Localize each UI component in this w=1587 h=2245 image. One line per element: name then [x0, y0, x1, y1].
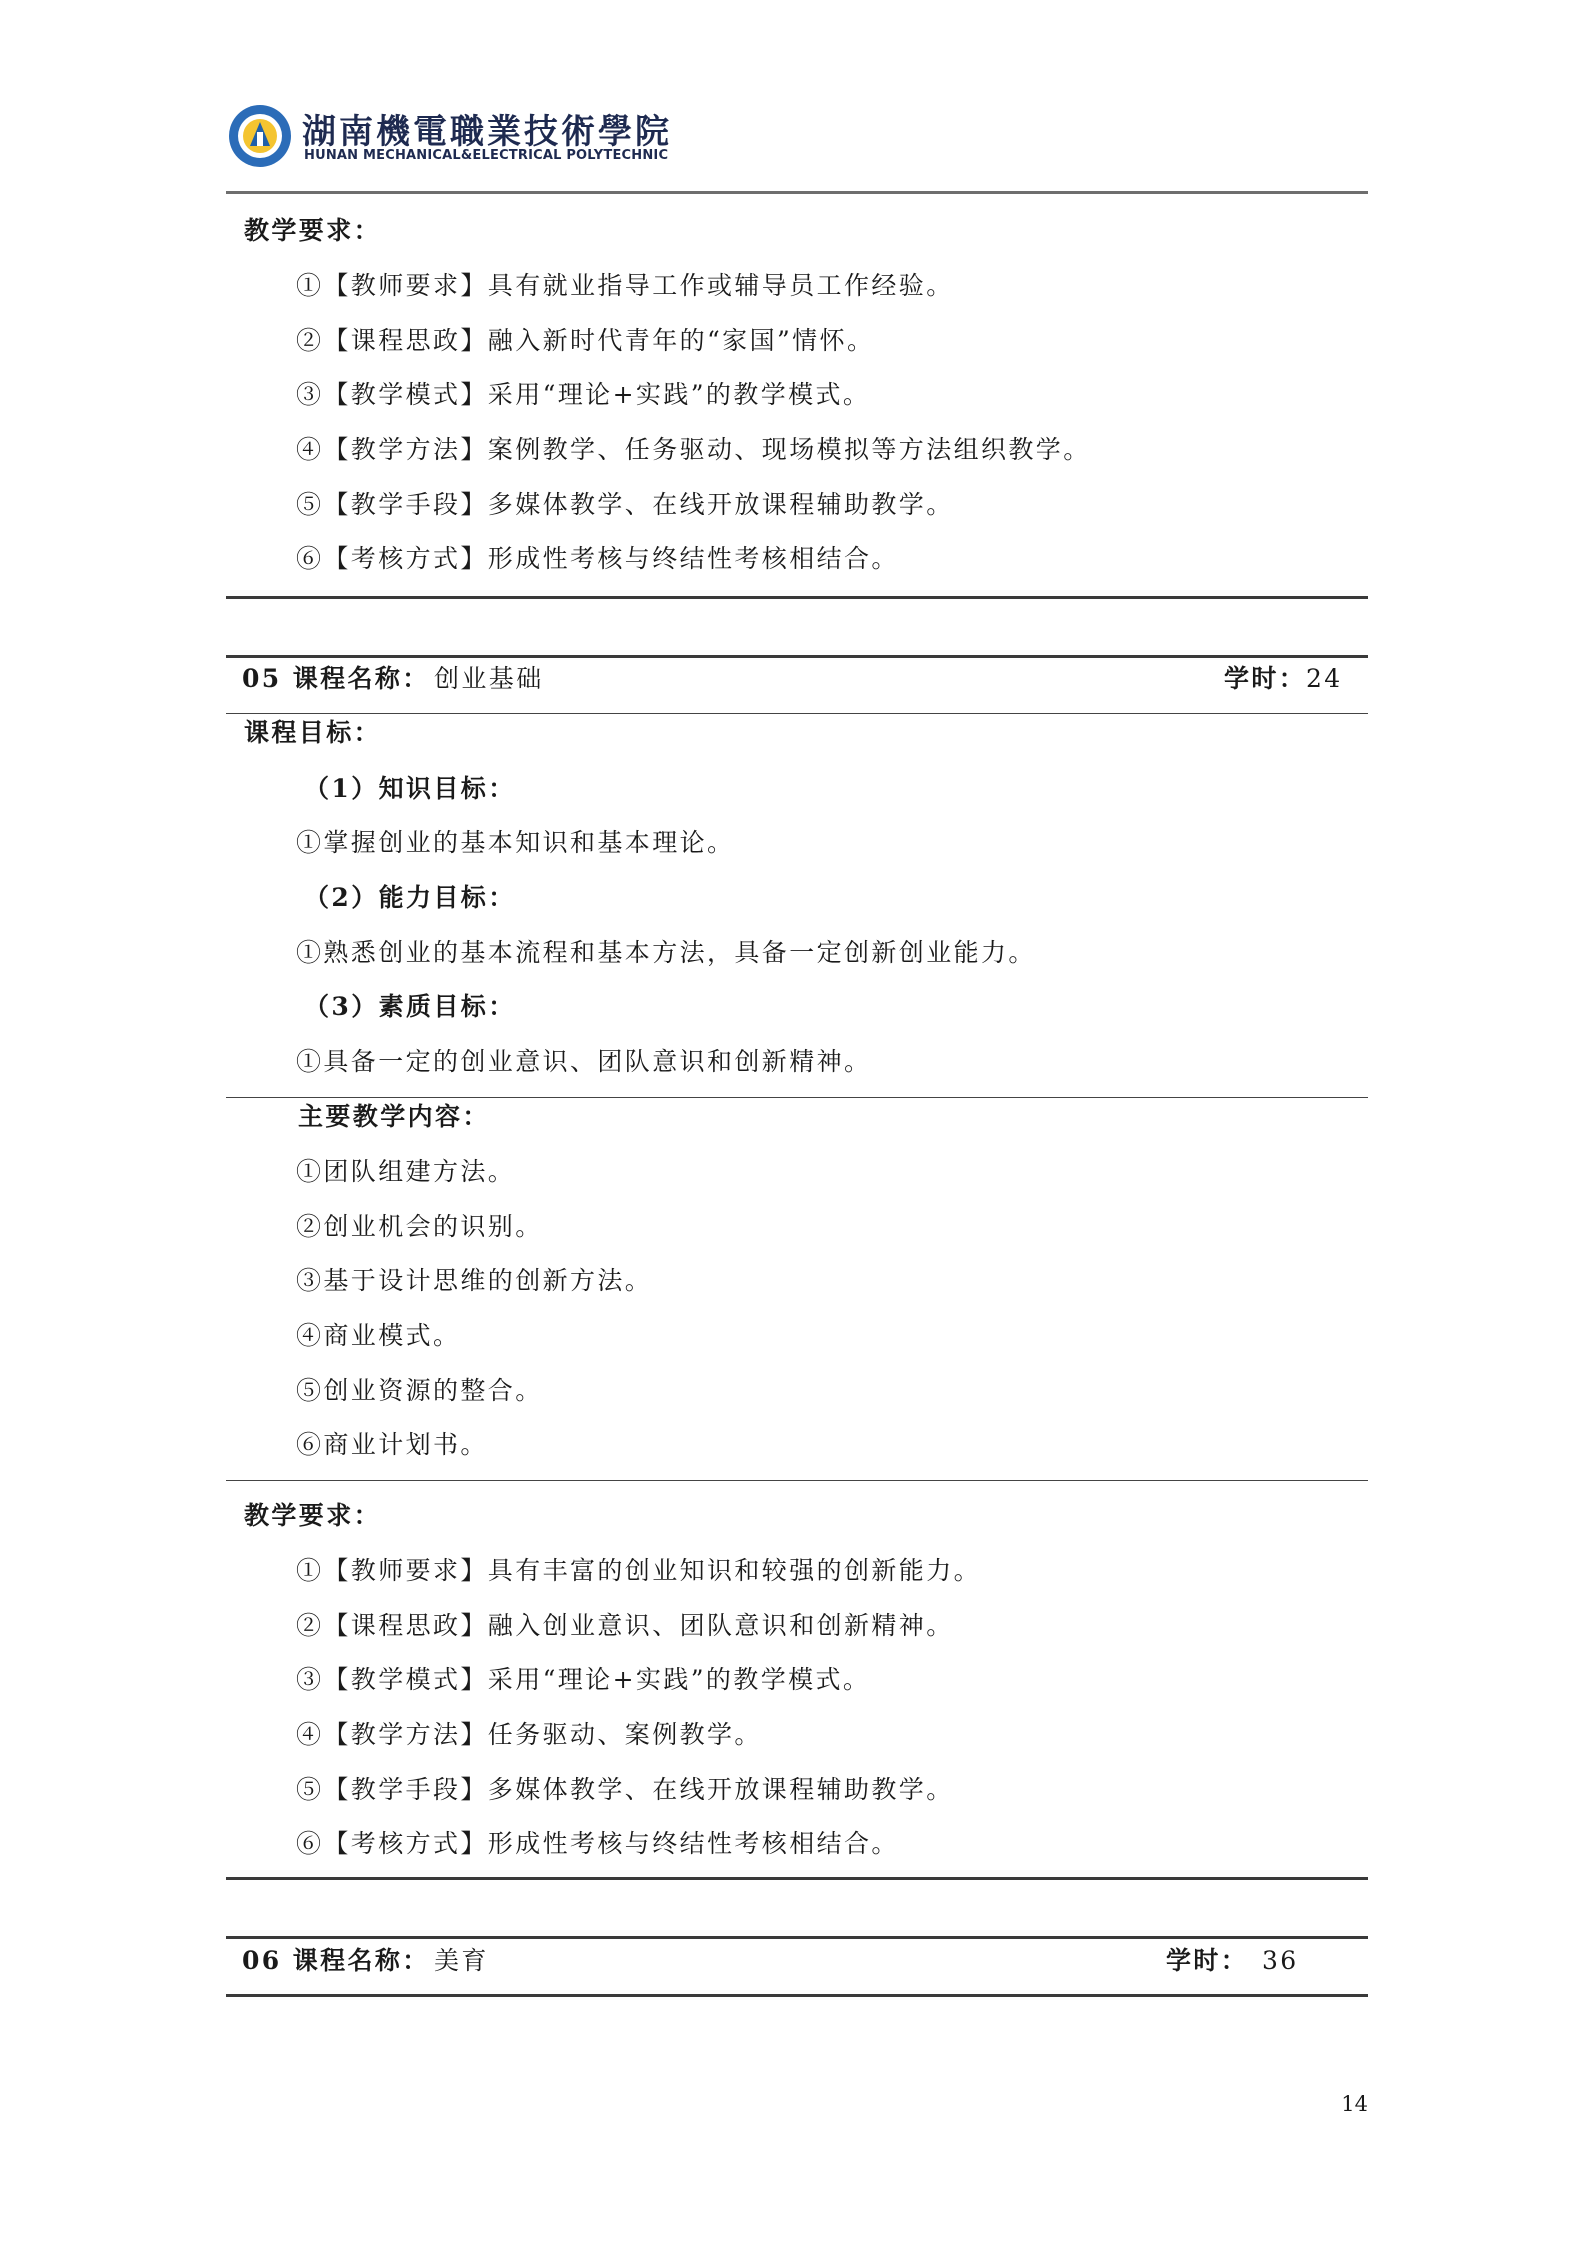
section-divider	[226, 1877, 1368, 1880]
course-top-rule	[226, 655, 1368, 658]
content-title: 主要教学内容：	[298, 1102, 490, 1131]
header-divider	[226, 191, 1368, 194]
list-item: ⑥【考核方式】形成性考核与终结性考核相结合。	[296, 1829, 899, 1858]
list-item: ③【教学模式】采用“理论+实践”的教学模式。	[296, 380, 871, 409]
course-06-hours-label: 学时：	[1166, 1946, 1249, 1975]
course-top-rule	[226, 1936, 1368, 1939]
school-logo-icon	[226, 102, 294, 170]
list-item: ②创业机会的识别。	[296, 1212, 543, 1241]
list-item: ③【教学模式】采用“理论+实践”的教学模式。	[296, 1665, 871, 1694]
list-item: ①团队组建方法。	[296, 1157, 516, 1186]
section-divider	[226, 1097, 1368, 1098]
course-06-label: 06 课程名称：	[242, 1946, 430, 1975]
list-item: ④【教学方法】案例教学、任务驱动、现场模拟等方法组织教学。	[296, 435, 1091, 464]
quality-goals-title: （3）素质目标：	[304, 992, 516, 1021]
course-goals-title: 课程目标：	[244, 718, 382, 747]
section-divider	[226, 596, 1368, 599]
list-item: ④商业模式。	[296, 1321, 461, 1350]
course-header-rule	[226, 1994, 1368, 1997]
list-item: ⑥商业计划书。	[296, 1430, 488, 1459]
school-name-cn: 湖南機電職業技術學院	[302, 112, 672, 152]
list-item: ①【教师要求】具有丰富的创业知识和较强的创新能力。	[296, 1556, 982, 1585]
teaching-req-title: 教学要求：	[244, 1501, 382, 1530]
course-06-hours: 36	[1262, 1946, 1299, 1975]
ability-goals-title: （2）能力目标：	[304, 883, 516, 912]
course-05-label: 05 课程名称：	[242, 664, 430, 693]
list-item: ①具备一定的创业意识、团队意识和创新精神。	[296, 1047, 872, 1076]
list-item: ⑥【考核方式】形成性考核与终结性考核相结合。	[296, 544, 899, 573]
course-05-name: 创业基础	[434, 664, 544, 693]
course-06-name: 美育	[434, 1946, 489, 1975]
page-number: 14	[1341, 2092, 1368, 2116]
list-item: ④【教学方法】任务驱动、案例教学。	[296, 1720, 762, 1749]
course-header-rule	[226, 713, 1368, 714]
list-item: ⑤【教学手段】多媒体教学、在线开放课程辅助教学。	[296, 1775, 954, 1804]
list-item: ①【教师要求】具有就业指导工作或辅导员工作经验。	[296, 271, 954, 300]
school-name-en: HUNAN MECHANICAL&ELECTRICAL POLYTECHNIC	[304, 148, 669, 163]
knowledge-goals-title: （1）知识目标：	[304, 774, 516, 803]
course-05-hours: 24	[1306, 664, 1343, 693]
list-item: ②【课程思政】融入新时代青年的“家国”情怀。	[296, 326, 875, 355]
list-item: ①掌握创业的基本知识和基本理论。	[296, 828, 735, 857]
teaching-req-title: 教学要求：	[244, 216, 382, 245]
list-item: ⑤创业资源的整合。	[296, 1376, 543, 1405]
section-divider	[226, 1480, 1368, 1481]
list-item: ②【课程思政】融入创业意识、团队意识和创新精神。	[296, 1611, 954, 1640]
list-item: ③基于设计思维的创新方法。	[296, 1266, 653, 1295]
course-05-hours-label: 学时：	[1224, 664, 1307, 693]
list-item: ①熟悉创业的基本流程和基本方法，具备一定创新创业能力。	[296, 938, 1036, 967]
list-item: ⑤【教学手段】多媒体教学、在线开放课程辅助教学。	[296, 490, 954, 519]
page-header	[226, 98, 672, 178]
